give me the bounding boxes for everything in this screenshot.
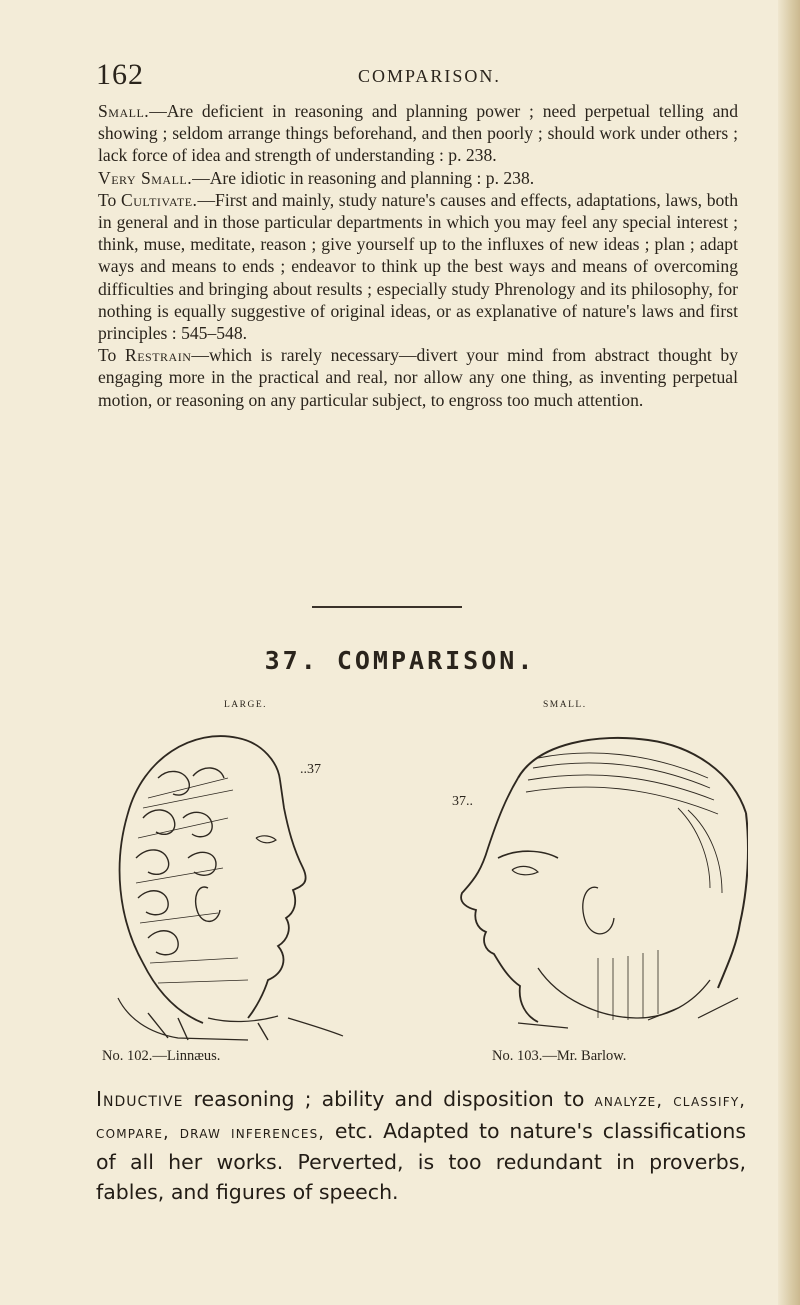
divider-rule bbox=[312, 606, 462, 608]
paragraph-cultivate bbox=[98, 189, 738, 344]
caption-linnaeus: No. 102.—Linnæus. bbox=[102, 1048, 221, 1064]
definition-text bbox=[96, 1085, 746, 1207]
paragraph-lead: Small. bbox=[98, 101, 150, 121]
definition-text-2: etc. Adapted to nature's classifications of all her works. Perverted, is too redundant in proverbs, fables, and figures of speech. bbox=[96, 1118, 746, 1204]
organ-marker-37: 37.. bbox=[452, 794, 473, 809]
definition-paragraph bbox=[96, 1085, 746, 1207]
running-head: COMPARISON. bbox=[358, 66, 501, 86]
face-profile bbox=[461, 778, 538, 1022]
eye bbox=[512, 866, 538, 874]
head-outline bbox=[120, 736, 238, 1023]
barlow-portrait-svg bbox=[448, 718, 748, 1048]
paragraph-text: —Are idiotic in reasoning and planning : p. 238. bbox=[192, 167, 535, 188]
organ-marker-37: ..37 bbox=[300, 762, 321, 777]
face-profile bbox=[238, 738, 306, 1018]
body-text bbox=[98, 100, 738, 411]
figure-linnaeus-engraving bbox=[88, 718, 358, 1048]
paragraph-text: —which is rarely necessary—divert your mind from abstract thought by engaging more in the practical and real, nor allow any one thing, as inventing perpetual motion, or reasoning on any particular subject, to engross too much attention. bbox=[98, 345, 739, 410]
caption-barlow: No. 103.—Mr. Barlow. bbox=[492, 1048, 627, 1064]
definition-caps: analyze, classify, compare, draw inferences, bbox=[96, 1091, 746, 1143]
paragraph-text: —First and mainly, study nature's causes and effects, adaptations, laws, both in general and in those particular departments in which you may feel any special interest ; think, muse, meditate, reason ; give yourself up to the influxes of new ideas ; plan ; adapt ways and means to ends ; endeavor to think up the best ways and means of overcoming difficulties and bringing about results ; especially study Phrenology and its philosophy, for nothing is equally suggestive of original ideas, or as explanative of nature's laws and first principles : 545–548. bbox=[98, 189, 738, 344]
figure-label-small: SMALL. bbox=[543, 700, 587, 710]
cranium-outline bbox=[518, 738, 746, 813]
ear bbox=[196, 887, 220, 921]
paragraph-very-small bbox=[98, 167, 738, 189]
paragraph-restrain bbox=[98, 344, 738, 411]
paragraph-lead-prefix: To bbox=[98, 189, 121, 210]
eye bbox=[256, 836, 276, 843]
paragraph-text: —Are deficient in reasoning and planning power ; need perpetual telling and showing ; seldom arrange things beforehand, and then poorly ; should work under others ; lack force of idea and strength of understanding : p. 238. bbox=[98, 101, 738, 166]
paragraph-lead: Very Small. bbox=[98, 167, 193, 188]
paragraph-small bbox=[98, 100, 738, 167]
figure-label-large: LARGE. bbox=[224, 700, 268, 710]
ear bbox=[583, 887, 614, 934]
page-header bbox=[96, 58, 716, 98]
section-title: 37. COMPARISON. bbox=[264, 646, 536, 675]
definition-term: Inductive bbox=[96, 1087, 184, 1111]
paragraph-lead: Cultivate. bbox=[120, 189, 198, 210]
paragraph-lead-prefix: To bbox=[98, 345, 125, 366]
page-number: 162 bbox=[96, 58, 144, 91]
paragraph-lead: Restrain bbox=[124, 345, 192, 366]
figure-barlow-engraving bbox=[448, 718, 748, 1048]
definition-text-1: reasoning ; ability and disposition to bbox=[183, 1087, 595, 1111]
